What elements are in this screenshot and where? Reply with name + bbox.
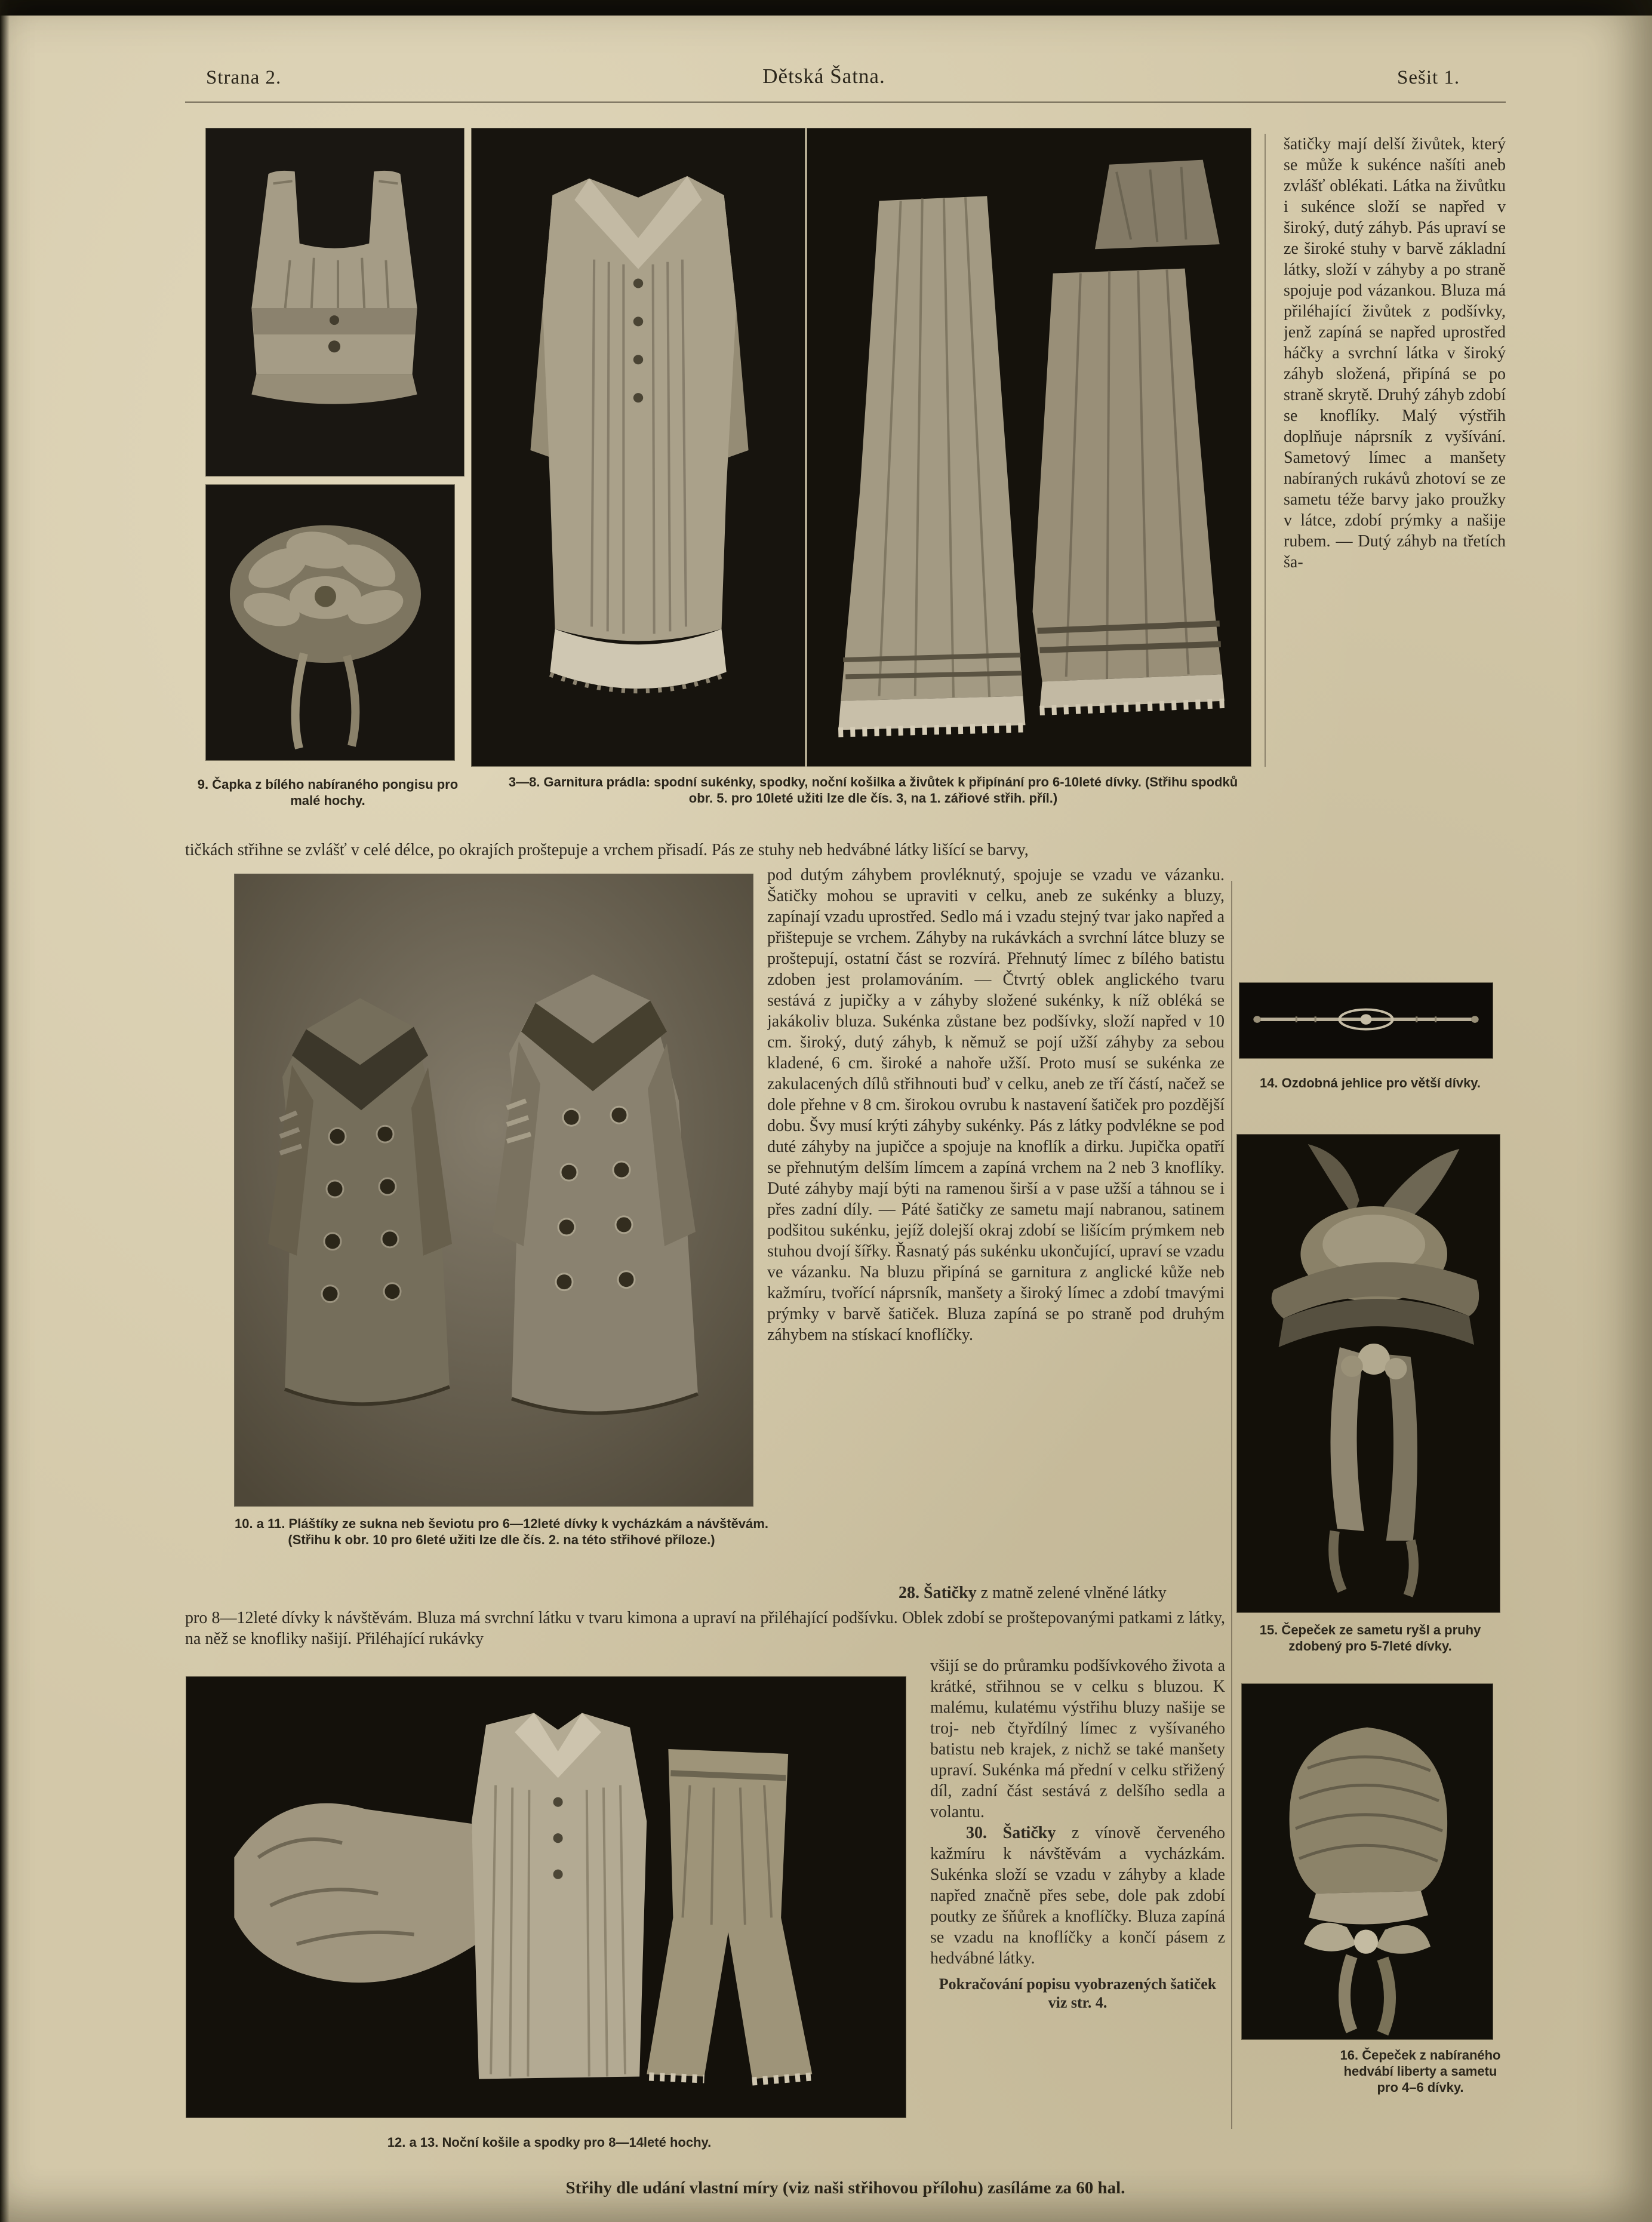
figure-15-caption: 15. Čepeček ze sametu ryšl a pruhy zdobený pro 5-7leté dívky.: [1259, 1622, 1481, 1654]
figure-3-8-caption: 3—8. Garnitura prádla: spodní sukénky, spodky, noční košilka a živůtek k připínání pro 6-10leté dívky. (Střihu spodků obr. 5. pro 10leté užiti lze dle čís. 3, na 1. zářiové střih. příl.): [508, 775, 1238, 806]
petticoats-sketch: [807, 128, 1251, 766]
figure-10-11-photo: [235, 874, 753, 1506]
figure-16-caption: 16. Čepeček z nabíraného hedvábí liberty a sametu pro 4–6 dívky.: [1340, 2048, 1501, 2095]
figure-14-caption: 14. Ozdobná jehlice pro větší dívky.: [1259, 1075, 1481, 1090]
section-28-heading: [767, 1582, 1225, 1605]
figure-10-11-caption: 10. a 11. Pláštíky ze sukna neb ševiotu pro 6—12leté dívky k vycházkám a návštěvám. (Střihu k obr. 10 pro 6leté užiti lze dle čís. 2. na této střihové příloze.): [235, 1516, 768, 1547]
figure-9-caption: 9. Čapka z bílého nabíraného pongisu pro malé hochy.: [197, 777, 459, 808]
column-rule-right: [1231, 881, 1232, 2129]
article-bridge-line: tičkách střihne se zvlášť v celé délce, po okrajích proštepuje a vrchem přisadí. Pás ze stuhy neb hedvábné látky lišící se barvy,: [185, 841, 1029, 859]
figure-9-photo: [206, 485, 454, 760]
section-30-paragraph: [930, 1823, 1225, 1969]
journal-title: Dětská Šatna.: [762, 64, 885, 88]
night-shirt-sketch: [472, 128, 805, 766]
scan-left-edge: [0, 0, 10, 2222]
scan-top-edge: [0, 0, 1652, 16]
figure-16-photo: [1242, 1684, 1493, 2039]
figure-3-8-photo-skirts: [807, 128, 1251, 766]
bonnet-sketch: [1242, 1684, 1493, 2039]
hat-sketch: [1237, 1135, 1500, 1612]
column-rule-top: [1265, 134, 1266, 767]
figure-12-13-photo: [186, 1677, 906, 2117]
article-main-column: pod dutým záhybem provléknutý, spojuje se vzadu ve vázanku. Šatičky mohou se upraviti v celku, aneb ze sukénky a bluzy, zapínají vzadu uprostřed. Sedlo má i vzadu stejný tvar jako napřed a přištepuje se vrchem. Záhyby na rukávkách a svrchní látce bluzy se proštepují, ostatní část se rozvírá. Přehnutý límec z bílého batistu zdoben jest prolamováním. — Čtvrtý oblek anglického tvaru sestává z jupičky a v záhyby složené sukénky, k níž obléká se jakákoliv bluza. Sukénka zůstane bez podšívky, složí napřed v 10 cm. široký, dutý záhyb, k němuž se pojí užší záhyby za sebou kladené, 6 cm. široké a nahoře užší. Proto musí se sukénka ze zakulacených dílů střihnouti buď v celku, aneb ze tří částí, načež se dole přehne v 8 cm. širokou ovrubu k nastavení šatiček pro pozdější dobu. Švy musí krýti záhyby sukénky. Pás z látky podvlékne se pod duté záhyby na jupičce a spojuje na knoflík a dirku. Jupička opatří se přehnutým delším límcem a zapíná vrchem na 2 neb 3 knoflíky. Duté záhyby mají býti na ramenou širší a v pase užší a táhnou se i přes zadní díly. — Páté šatičky ze sametu mají nabranou, satinem podšitou sukénku, jejíž dolejší okraj zdobí se lišícím prýmkem neb stuhou dvojí šířky. Řasnatý pás sukénku ukončující, upraví se vzadu ve vázanku. Na bluzu připíná se garnitura z anglické kůže neb kažmíru, tvořící náprsník, manšety a široký límec a zdobí tmavými prýmky v barvě šatiček. Bluza zapíná se po straně pod druhým záhybem na stískací knoflíčky.: [767, 866, 1225, 1344]
footer-note: Střihy dle udání vlastní míry (viz naši střihovou přílohu) zasíláme za 60 hal.: [565, 2178, 1125, 2198]
section-28-30-column: [930, 1655, 1225, 2133]
section-28-number: 28. Šatičky: [899, 1584, 977, 1602]
figure-3-8-photo-bodice: [206, 128, 464, 476]
section-28-intro: pro 8—12leté dívky k návštěvám. Bluza má svrchní látku v tvaru kimona a upraví na přiléhající podšívku. Oblek zdobí se proštepovanými patkami z látky, na něž se knofliky našijí. Přiléhající rukávky: [185, 1609, 1225, 1648]
cap-sketch: [206, 485, 454, 760]
continuation-note: Pokračování popisu vyobrazených šatiček viz str. 4.: [939, 1975, 1217, 2011]
hairpin-sketch: [1239, 983, 1493, 1058]
section-30-number: 30. Šatičky: [966, 1824, 1056, 1842]
section-28-lead: z matně zelené vlněné látky: [976, 1584, 1167, 1602]
page-number: Strana 2.: [206, 67, 282, 88]
figure-3-8-photo-shirt: [472, 128, 805, 766]
issue-number: Sešit 1.: [1397, 67, 1460, 88]
bodice-sketch: [206, 128, 464, 476]
section-30-text: z vínově červeného kažmíru k návštěvám a vycházkám. Sukénka složí se vzadu v záhyby a klade napřed značně přes sebe, dole pak zdobí poutky ze šňůrek a knoflíčky. Bluza zapíná se vzadu na knoflíčky a končí pásem z hedvábné látky.: [930, 1824, 1225, 1968]
article-right-column: šatičky mají delší živůtek, který se může k sukénce našíti aneb zvlášť oblékati. Látka na živůtku i sukénce složí se napřed v široký, dutý záhyb. Pás upraví se ze široké stuhy v barvě základní látky, složí v záhyby a po straně spojuje pod vázankou. Bluza má přiléhající živůtek z podšívky, jenž zapíná se napřed uprostřed háčky a svrchní látka v široký záhyb složená, připíná se po straně skrytě. Druhý záhyb zdobí se knoflíky. Malý výstřih doplňuje náprsník z vyšívání. Sametový límec a manšety nabíraných rukávů zhotoví se ze sametu téže barvy jako proužky v látce, zdobí prýmky a našije rubem. — Dutý záhyb na třetích ša-: [1284, 135, 1506, 571]
figure-15-photo: [1237, 1135, 1500, 1612]
header-rule: [185, 102, 1506, 103]
coats-sketch: [235, 874, 753, 1506]
section-28-text: všijí se do průramku podšívkového života a krátké, střihnou se v celku s bluzou. K malému, kulatému výstřihu bluzy našije se troj- neb čtyřdílný límec z vyšívaného batistu neb krajek, z nichž se také manšety upraví. Sukénka má přední v celku střižený díl, zadní část sestává z delšího sedla a volantu.: [930, 1656, 1225, 1821]
figure-12-13-caption: 12. a 13. Noční košile a spodky pro 8—14leté hochy.: [387, 2135, 712, 2150]
night-shirts-sketch: [186, 1677, 906, 2117]
figure-14-photo: [1239, 983, 1493, 1058]
